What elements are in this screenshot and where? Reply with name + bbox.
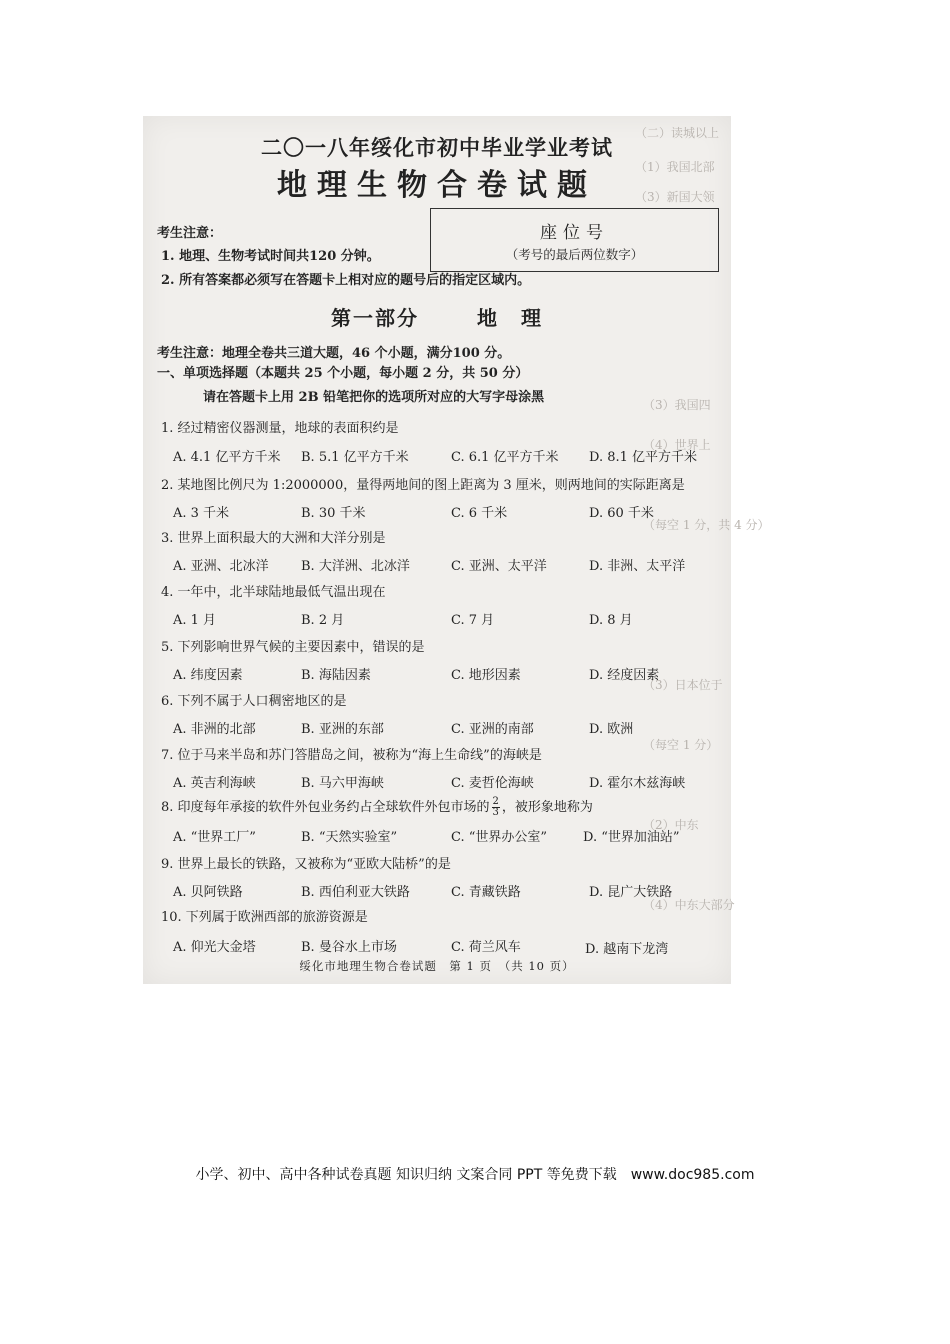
notice-title: 考生注意：	[157, 226, 223, 241]
option-b: B. 曼谷水上市场	[301, 940, 397, 955]
option-a: A. 1 月	[173, 613, 217, 628]
question-stem: 4. 一年中，北半球陆地最低气温出现在	[161, 585, 386, 600]
option-b: B. 大洋洲、北冰洋	[301, 559, 410, 574]
question-stem: 9. 世界上最长的铁路，又被称为“亚欧大陆桥”的是	[161, 857, 451, 872]
option-b: B. 30 千米	[301, 506, 366, 521]
question-stem: 1. 经过精密仪器测量，地球的表面积约是	[161, 421, 399, 436]
option-c: C. 荷兰风车	[451, 940, 521, 955]
geography-notice: 考生注意：地理全卷共三道大题，46 个小题，满分100 分。	[157, 346, 511, 361]
option-d: D. 60 千米	[589, 506, 654, 521]
option-b: B. 亚洲的东部	[301, 722, 384, 737]
option-c: C. 7 月	[451, 613, 495, 628]
option-a: A. “世界工厂”	[173, 830, 256, 845]
seat-number-label: 座位号	[540, 223, 609, 243]
question-stem	[161, 796, 593, 818]
option-a: A. 贝阿铁路	[173, 885, 243, 900]
option-d: D. 越南下龙湾	[585, 942, 669, 957]
option-d: D. “世界加油站”	[583, 830, 680, 845]
question-stem-pre: 8. 印度每年承接的软件外包业务约占全球软件外包市场的	[161, 800, 490, 815]
option-a: A. 纬度因素	[173, 668, 243, 683]
question-stem-post: ，被形象地称为	[501, 800, 593, 815]
option-c: C. 亚洲、太平洋	[451, 559, 547, 574]
option-d: D. 8.1 亿平方千米	[589, 450, 698, 465]
option-b: B. “天然实验室”	[301, 830, 398, 845]
option-a: A. 3 千米	[173, 506, 230, 521]
option-d: D. 非洲、太平洋	[589, 559, 686, 574]
promo-footer: 小学、初中、高中各种试卷真题 知识归纳 文案合同 PPT 等免费下载 www.doc985.com	[195, 1167, 755, 1183]
option-d: D. 昆广大铁路	[589, 885, 673, 900]
question-stem: 7. 位于马来半岛和苏门答腊岛之间，被称为“海上生命线”的海峡是	[161, 748, 542, 763]
notice-line: 2. 所有答案都必须写在答题卡上相对应的题号后的指定区域内。	[161, 273, 531, 288]
question-stem: 10. 下列属于欧洲西部的旅游资源是	[161, 910, 368, 925]
page-footer: 绥化市地理生物合卷试题 第 1 页 （共 10 页）	[299, 959, 575, 973]
option-a: A. 4.1 亿平方千米	[173, 450, 281, 465]
question-stem: 6. 下列不属于人口稠密地区的是	[161, 694, 347, 709]
fraction	[492, 797, 500, 818]
option-c: C. 麦哲伦海峡	[451, 776, 534, 791]
option-a: A. 英吉利海峡	[173, 776, 256, 791]
exam-title-line2: 地理生物合卷试题	[277, 168, 597, 203]
scanned-exam-page: （二）读城以上 （1）我国北部 （3）新国大领 （3）我国四 （4）世界上 （每空 1 分，共 4 分） （3）日本位于 （每空 1 分） （2）中东 （4）中东大部分 二〇一八年绥化市初中毕业学业考试 地理生物合卷试题 座位号 （考号的最后两位数字） 考生注意： 1. 地理、生物考试时间共120 分钟。 2. 所有答案都必须写在答题卡上相对应的题号后的指定区域内。 第一部分 地 理 考生注意：地理全卷共三道大题，46 个小题，满分100 分。 一、单项选择题（本题共 25 个小题，每小题 2 分，共 50 分） 请在答题卡上用 2B 铅笔把你的选项所对应的大写字母涂黑 1. 经过精密仪器测量，地球的表面积约是 A. 4.1 亿平方千米 B. 5.1 亿平方千米 C. 6.1 亿平方千米 D. 8.1 亿平方千米 2. 某地图比例尺为 1:2000000，量得两地间的图上距离为 3 厘米，则两地间的实际距离是 A. 3 千米 B. 30 千米 C. 6 千米 D. 60 千米 3. 世界上面积最大的大洲和大洋分别是 A. 亚洲、北冰洋 B. 大洋洲、北冰洋 C. 亚洲、太平洋 D. 非洲、太平洋 4. 一年中，北半球陆地最低气温出现在 A. 1 月 B. 2 月 C. 7 月 D. 8 月 5. 下列影响世界气候的主要因素中，错误的是 A. 纬度因素 B. 海陆因素 C. 地形因素 D. 经度因素 6. 下列不属于人口稠密地区的是 A. 非洲的北部 B. 亚洲的东部 C. 亚洲的南部 D. 欧洲 7. 位于马来半岛和苏门答腊岛之间，被称为“海上生命线”的海峡是 A. 英吉利海峡 B. 马六甲海峡 C. 麦哲伦海峡 D. 霍尔木兹海峡 8. 印度每年承接的软件外包业务约占全球软件外包市场的 $\frac{2}{3}$ ，被形象地称为 A. “世界工厂” B. “天然实验室” C. “世界办公室” D. “世界加油站” 9. 世界上最长的铁路，又被称为“亚欧大陆桥”的是 A. 贝阿铁路 B. 西伯利亚大铁路 C. 青藏铁路 D. 昆广大铁路 10. 下列属于欧洲西部的旅游资源是 A. 仰光大金塔 B. 曼谷水上市场 C. 荷兰风车 D. 越南下龙湾 绥化市地理生物合卷试题 第 1 页 （共 10 页）	[143, 116, 731, 984]
option-b: B. 海陆因素	[301, 668, 371, 683]
option-b: B. 马六甲海峡	[301, 776, 384, 791]
option-c: C. 6.1 亿平方千米	[451, 450, 559, 465]
fraction-denominator: 3	[492, 807, 499, 818]
part-title	[143, 302, 731, 331]
option-c: C. “世界办公室”	[451, 830, 548, 845]
option-a: A. 非洲的北部	[173, 722, 256, 737]
question-stem: 5. 下列影响世界气候的主要因素中，错误的是	[161, 640, 425, 655]
option-d: D. 霍尔木兹海峡	[589, 776, 686, 791]
option-b: B. 2 月	[301, 613, 345, 628]
option-a: A. 仰光大金塔	[173, 940, 256, 955]
exam-sheet	[143, 116, 731, 984]
option-c: C. 亚洲的南部	[451, 722, 534, 737]
question-stem: 3. 世界上面积最大的大洲和大洋分别是	[161, 531, 386, 546]
option-a: A. 亚洲、北冰洋	[173, 559, 269, 574]
notice-line: 1. 地理、生物考试时间共120 分钟。	[161, 249, 380, 264]
option-b: B. 5.1 亿平方千米	[301, 450, 409, 465]
section-instruction: 请在答题卡上用 2B 铅笔把你的选项所对应的大写字母涂黑	[203, 390, 545, 405]
seat-number-note: （考号的最后两位数字）	[505, 247, 644, 262]
option-d: D. 8 月	[589, 613, 633, 628]
option-c: C. 地形因素	[451, 668, 521, 683]
section-title: 一、单项选择题（本题共 25 个小题，每小题 2 分，共 50 分）	[157, 366, 529, 381]
option-b: B. 西伯利亚大铁路	[301, 885, 410, 900]
exam-title-line1: 二〇一八年绥化市初中毕业学业考试	[261, 135, 613, 160]
option-c: C. 青藏铁路	[451, 885, 521, 900]
fraction-numerator: 2	[492, 796, 499, 807]
question-stem: 2. 某地图比例尺为 1:2000000，量得两地间的图上距离为 3 厘米，则两地间的实际距离是	[161, 478, 685, 493]
part-number: 第一部分	[331, 306, 420, 330]
option-c: C. 6 千米	[451, 506, 508, 521]
option-d: D. 欧洲	[589, 722, 634, 737]
part-subject: 地 理	[476, 306, 543, 330]
seat-number-box	[430, 208, 719, 272]
option-d: D. 经度因素	[589, 668, 660, 683]
